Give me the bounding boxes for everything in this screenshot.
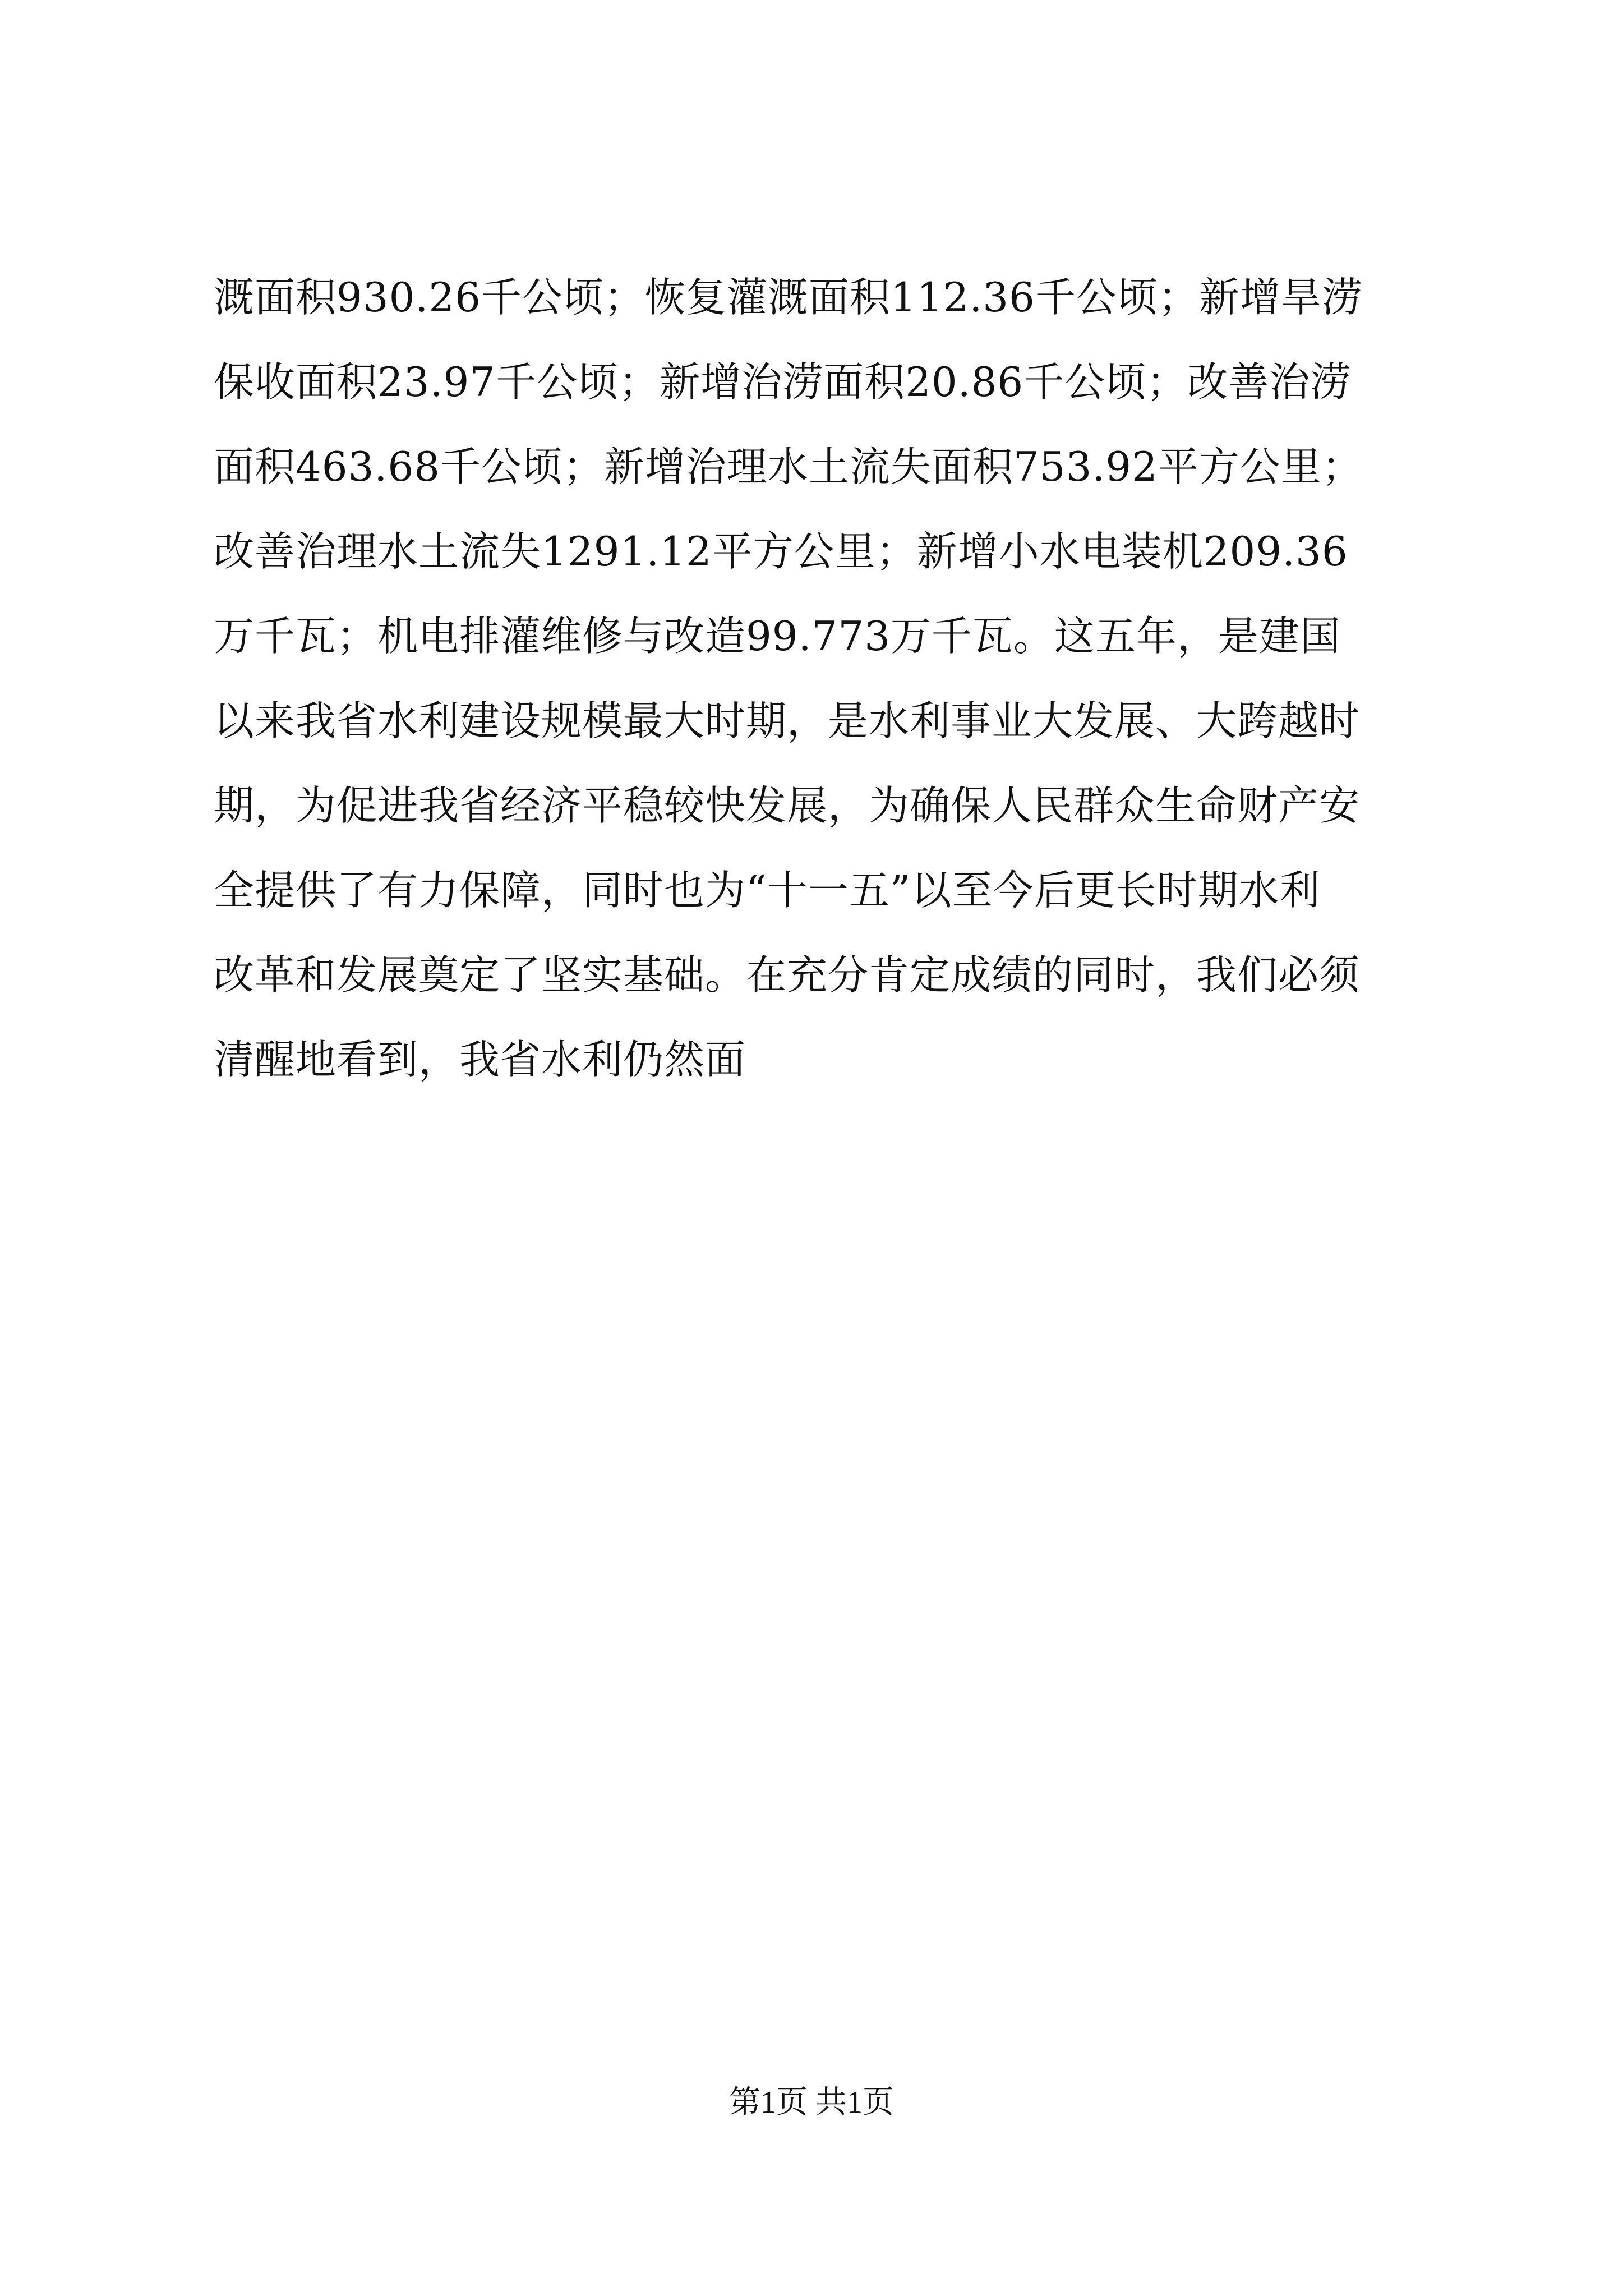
text-line: 以来我省水利建设规模最大时期，是水利事业大发展、大跨越时 — [214, 697, 1361, 744]
text-line: 保收面积23.97千公顷；新增治涝面积20.86千公顷；改善治涝 — [214, 358, 1352, 406]
page-number-label: 第1页 共1页 — [729, 2085, 894, 2120]
text-line: 改善治理水土流失1291.12平方公里；新增小水电装机209.36 — [214, 528, 1348, 575]
text-line: 溉面积930.26千公顷；恢复灌溉面积112.36千公顷；新增旱涝 — [214, 274, 1363, 321]
body-paragraph — [214, 255, 1419, 1102]
text-line: 万千瓦；机电排灌维修与改造99.773万千瓦。这五年，是建国 — [214, 613, 1341, 660]
page-footer — [0, 2080, 1623, 2125]
text-line: 全提供了有力保障，同时也为“十一五”以至今后更长时期水利 — [214, 867, 1321, 914]
text-line: 面积463.68千公顷；新增治理水土流失面积753.92平方公里； — [214, 443, 1363, 490]
text-line: 期，为促进我省经济平稳较快发展，为确保人民群众生命财产安 — [214, 782, 1361, 829]
text-line: 改革和发展奠定了坚实基础。在充分肯定成绩的同时，我们必须 — [214, 951, 1361, 999]
text-line: 清醒地看到，我省水利仍然面 — [214, 1036, 746, 1083]
